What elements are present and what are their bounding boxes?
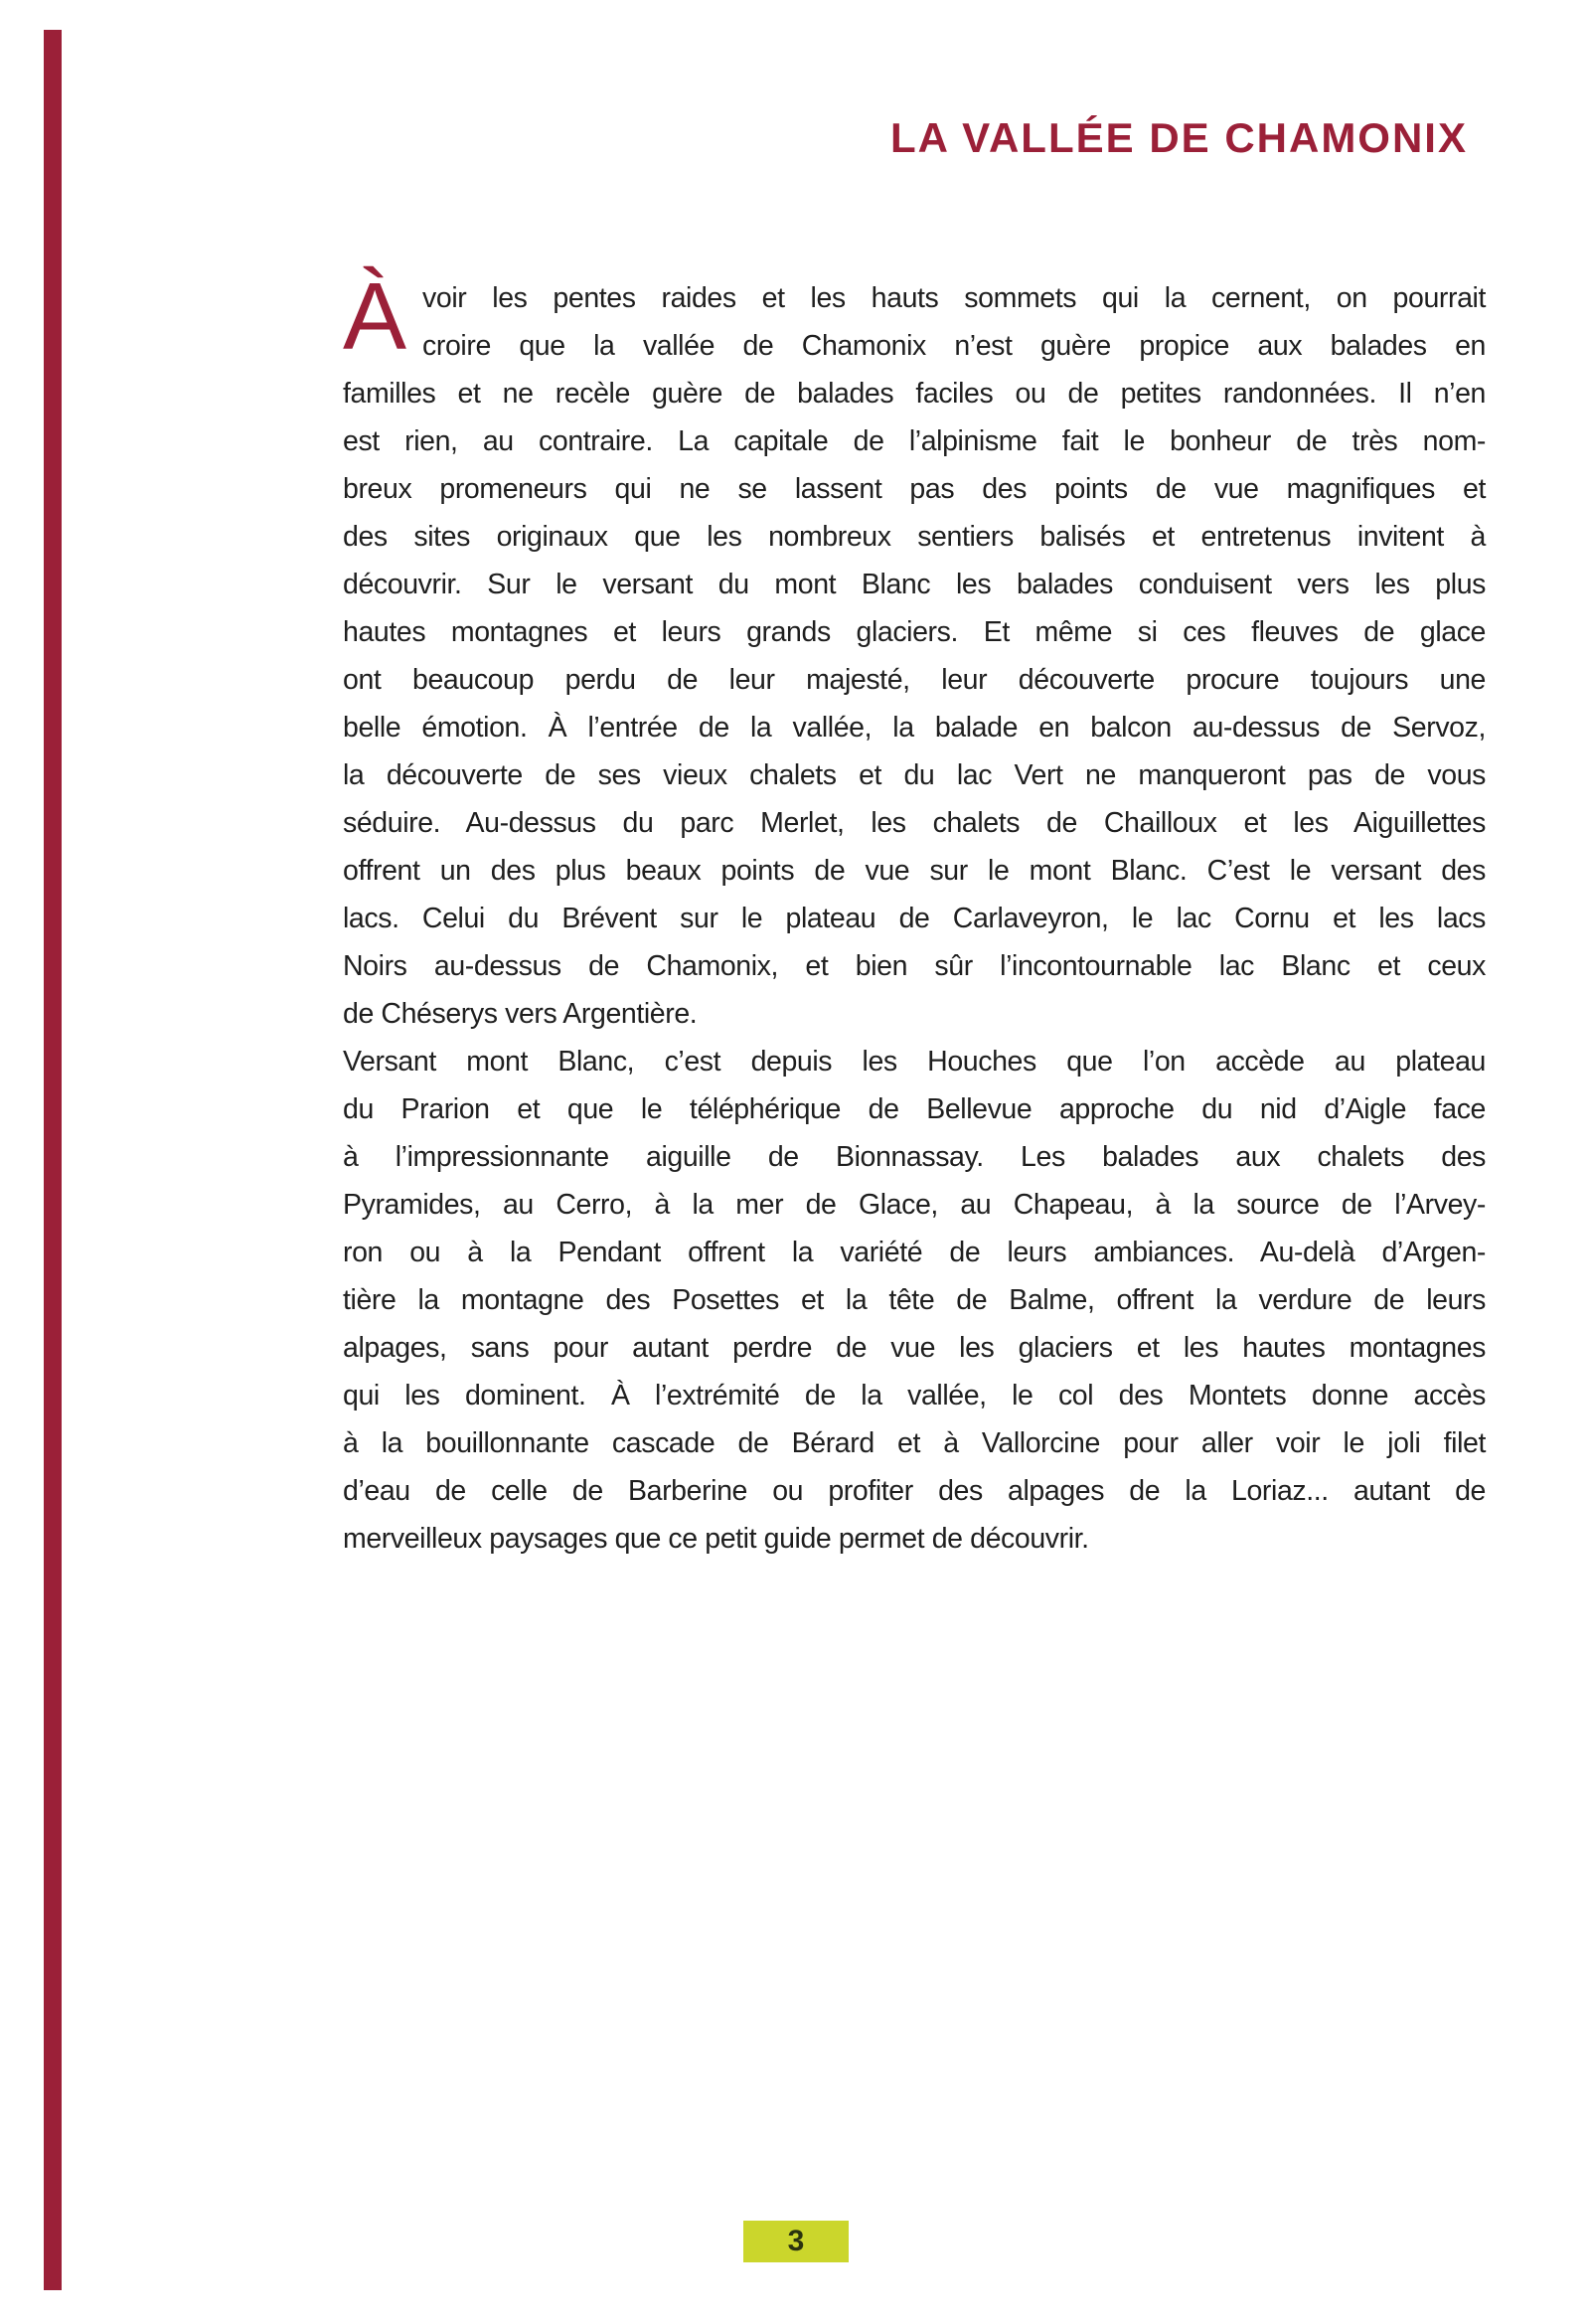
text-line: ont beaucoup perdu de leur majesté, leur découverte procure toujours une bbox=[343, 664, 1486, 696]
page-number: 3 bbox=[787, 2225, 805, 2257]
text-line: belle émotion. À l’entrée de la vallée, la balade en balcon au-dessus de Servoz, bbox=[343, 712, 1486, 744]
text-line: Pyramides, au Cerro, à la mer de Glace, au Chapeau, à la source de l’Arvey- bbox=[343, 1189, 1486, 1221]
text-line: tière la montagne des Posettes et la tête de Balme, offrent la verdure de leurs bbox=[343, 1284, 1486, 1316]
text-line: d’eau de celle de Barberine ou profiter des alpages de la Loriaz... autant de bbox=[343, 1475, 1486, 1507]
text-line: Noirs au-dessus de Chamonix, et bien sûr l’incontournable lac Blanc et ceux bbox=[343, 950, 1486, 982]
text-line: alpages, sans pour autant perdre de vue les glaciers et les hautes montagnes bbox=[343, 1332, 1486, 1364]
text-line: hautes montagnes et leurs grands glaciers. Et même si ces fleuves de glace bbox=[343, 616, 1486, 648]
article-body bbox=[343, 263, 1486, 1563]
text-line: est rien, au contraire. La capitale de l’alpinisme fait le bonheur de très nom- bbox=[343, 425, 1486, 457]
text-line: séduire. Au-dessus du parc Merlet, les chalets de Chailloux et les Aiguillettes bbox=[343, 807, 1486, 839]
text-line: ron ou à la Pendant offrent la variété de leurs ambiances. Au-delà d’Argen- bbox=[343, 1237, 1486, 1268]
page-title: LA VALLÉE DE CHAMONIX bbox=[889, 114, 1468, 161]
content-column bbox=[343, 0, 1486, 1563]
paragraph bbox=[343, 1038, 1486, 1563]
text-line: du Prarion et que le téléphérique de Bellevue approche du nid d’Aigle face bbox=[343, 1093, 1486, 1125]
page-number-badge bbox=[743, 2221, 849, 2262]
text-line: voir les pentes raides et les hauts sommets qui la cernent, on pourrait bbox=[422, 282, 1486, 314]
text-line: Versant mont Blanc, c’est depuis les Houches que l’on accède au plateau bbox=[343, 1046, 1486, 1078]
text-line: lacs. Celui du Brévent sur le plateau de Carlaveyron, le lac Cornu et les lacs bbox=[343, 903, 1486, 934]
drop-cap: À bbox=[343, 263, 407, 370]
text-line: à l’impressionnante aiguille de Bionnassay. Les balades aux chalets des bbox=[343, 1141, 1486, 1173]
text-line: breux promeneurs qui ne se lassent pas des points de vue magnifiques et bbox=[343, 473, 1486, 505]
text-line: de Chéserys vers Argentière. bbox=[343, 998, 698, 1030]
text-line: des sites originaux que les nombreux sentiers balisés et entretenus invitent à bbox=[343, 521, 1486, 553]
text-line: familles et ne recèle guère de balades faciles ou de petites randonnées. Il n’en bbox=[343, 378, 1486, 410]
left-accent-bar bbox=[44, 30, 62, 2290]
text-line: croire que la vallée de Chamonix n’est guère propice aux balades en bbox=[422, 330, 1486, 362]
text-line: qui les dominent. À l’extrémité de la vallée, le col des Montets donne accès bbox=[343, 1380, 1486, 1411]
text-line: découvrir. Sur le versant du mont Blanc les balades conduisent vers les plus bbox=[343, 569, 1486, 600]
text-line: la découverte de ses vieux chalets et du lac Vert ne manqueront pas de vous bbox=[343, 759, 1486, 791]
text-line: offrent un des plus beaux points de vue sur le mont Blanc. C’est le versant des bbox=[343, 855, 1486, 887]
text-line: à la bouillonnante cascade de Bérard et à Vallorcine pour aller voir le joli filet bbox=[343, 1427, 1486, 1459]
paragraph bbox=[343, 263, 1486, 1038]
text-line: merveilleux paysages que ce petit guide permet de découvrir. bbox=[343, 1523, 1089, 1555]
